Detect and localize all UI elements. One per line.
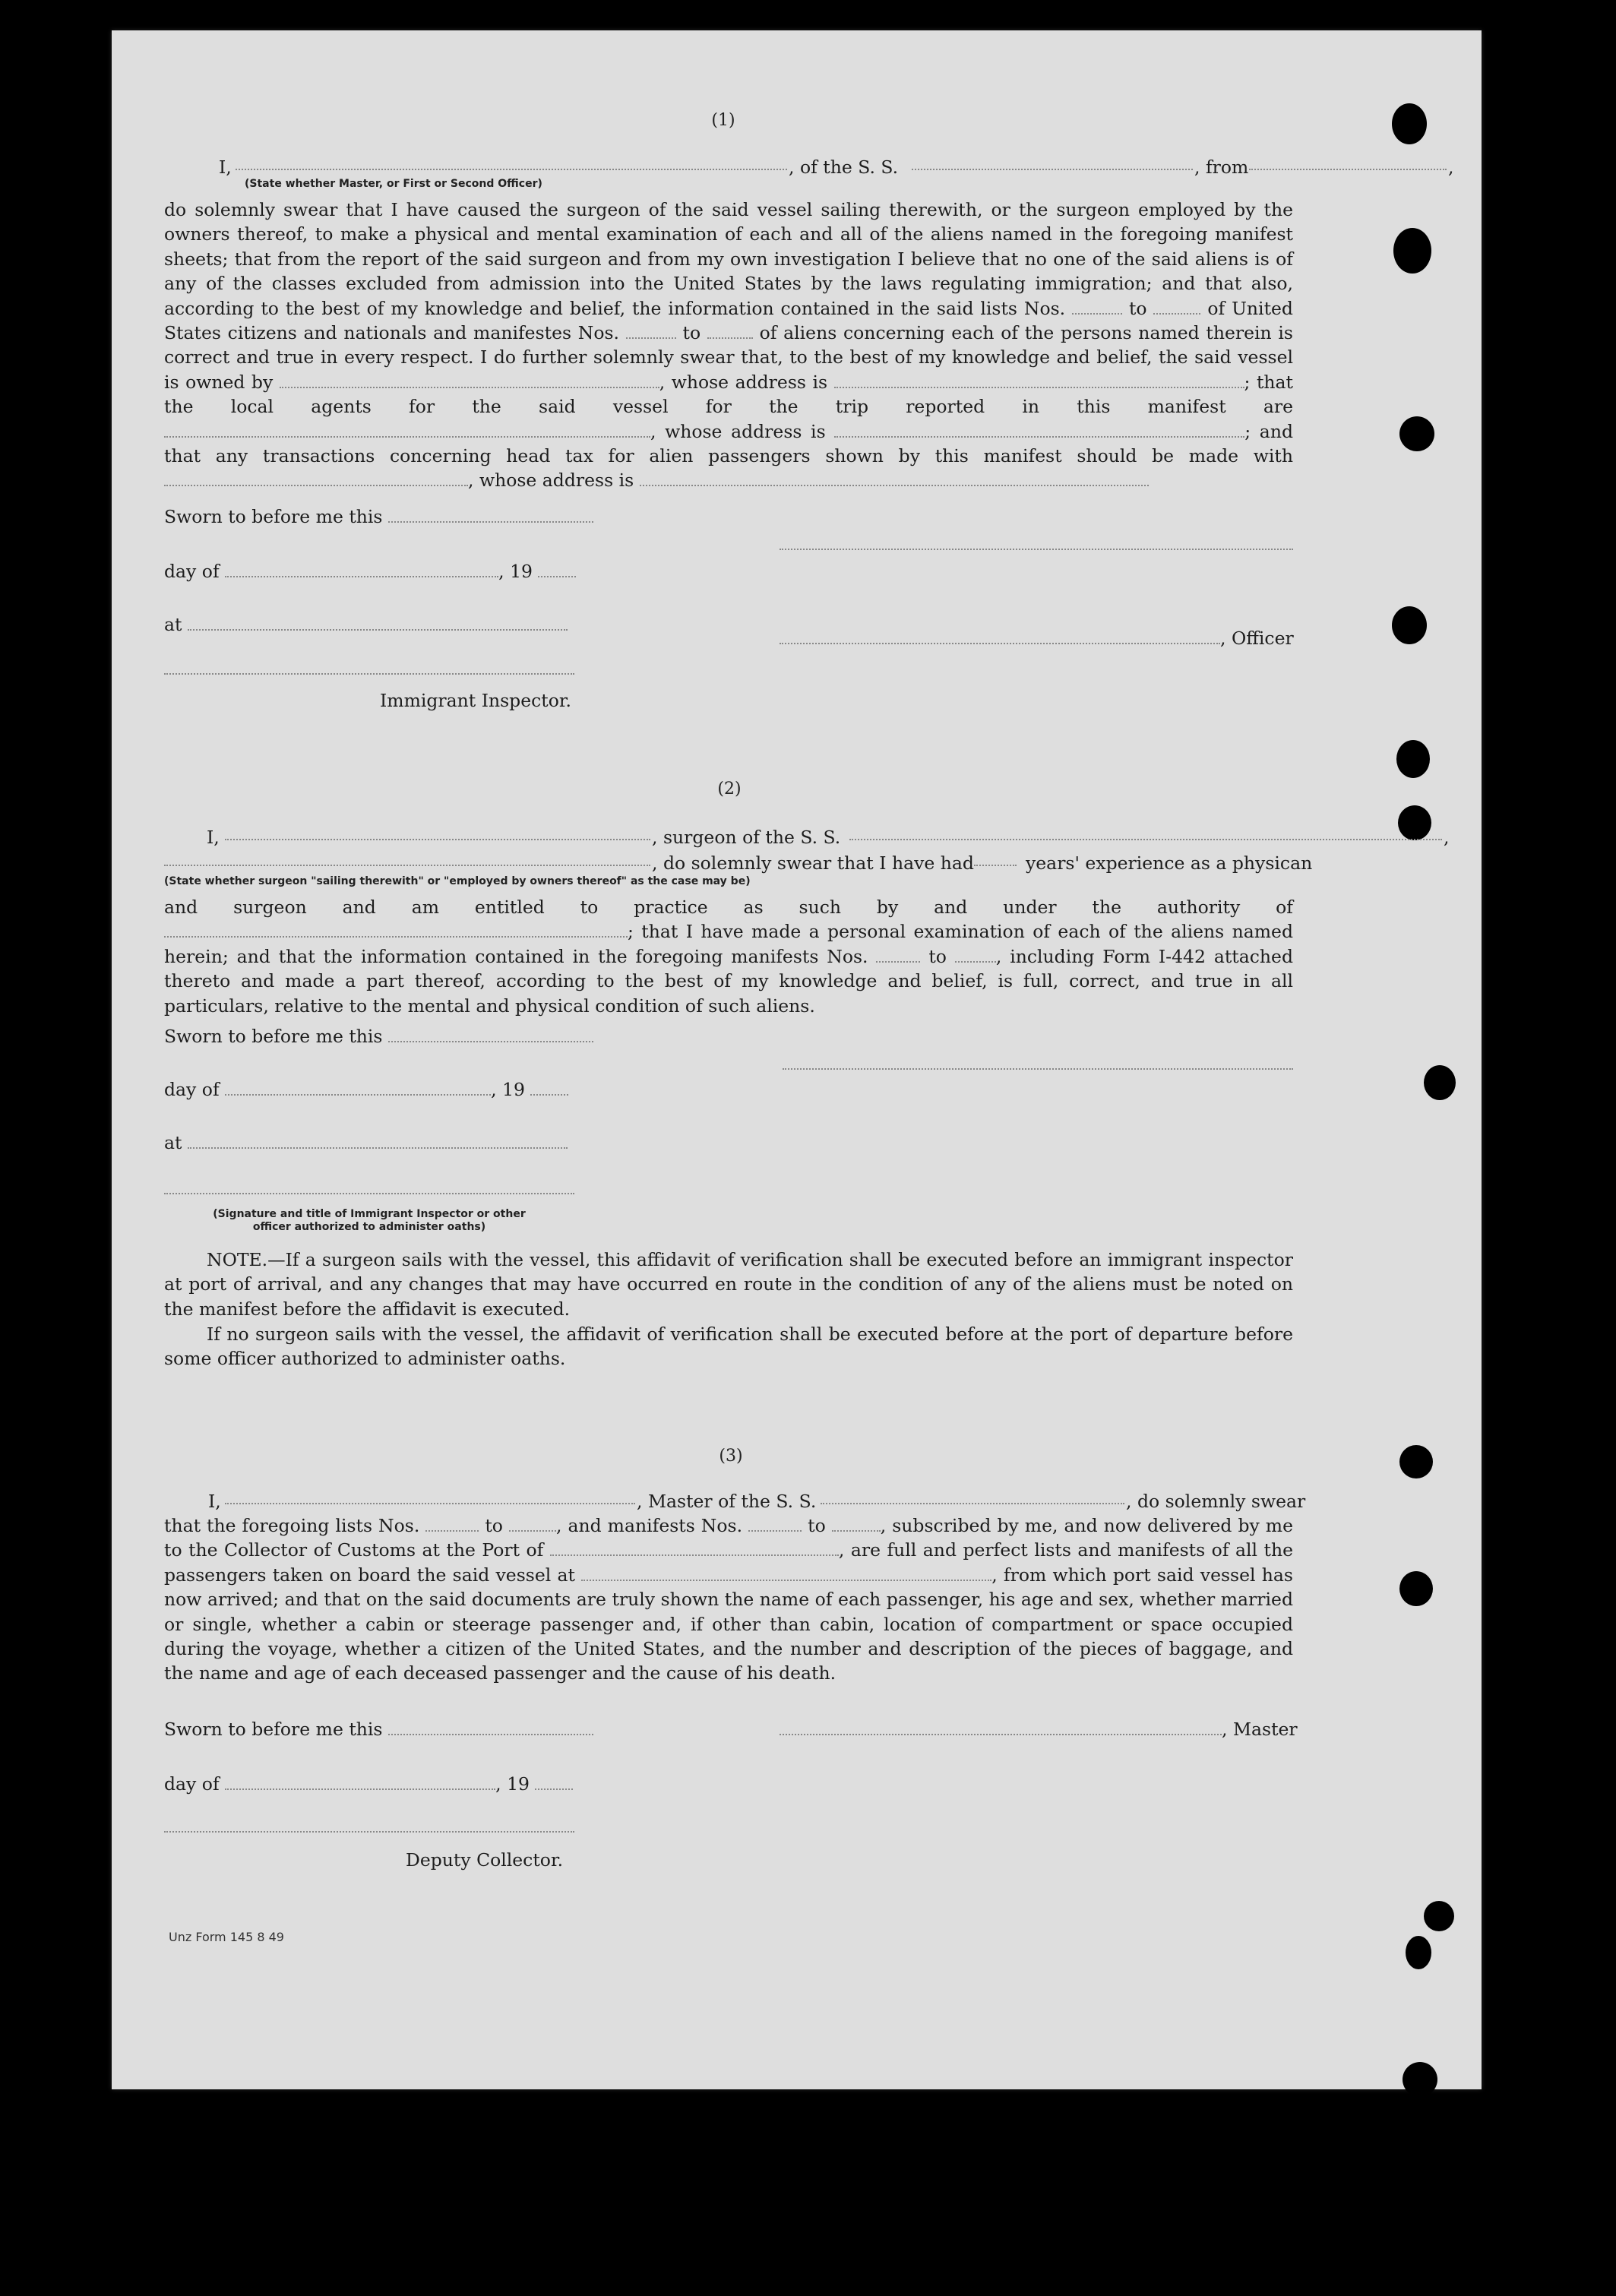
list-to-field[interactable] bbox=[509, 1530, 556, 1532]
year-prefix: , 19 bbox=[491, 1079, 525, 1100]
binder-hole bbox=[1398, 805, 1431, 840]
officer-signature-field[interactable] bbox=[780, 549, 1293, 550]
surgeon-signature-field[interactable] bbox=[783, 1068, 1293, 1070]
vessel-name-field[interactable] bbox=[821, 1503, 1124, 1504]
of-ss-label: , of the S. S. bbox=[789, 157, 899, 178]
from-label: , from bbox=[1194, 157, 1249, 178]
citizen-list-from-field[interactable] bbox=[1072, 313, 1122, 315]
binder-hole bbox=[1392, 606, 1427, 644]
head-tax-contact-field[interactable] bbox=[164, 485, 468, 486]
from-port-field[interactable] bbox=[1249, 169, 1447, 170]
day-of-label: day of bbox=[164, 561, 220, 582]
inspector-signature-field[interactable] bbox=[164, 673, 574, 675]
body-text: , whose address is bbox=[659, 371, 828, 393]
alien-manifest-from-field[interactable] bbox=[626, 337, 676, 339]
location-field[interactable] bbox=[188, 1147, 568, 1149]
owner-field[interactable] bbox=[280, 387, 659, 388]
officer-name-field[interactable] bbox=[780, 643, 1220, 644]
year-prefix: , 19 bbox=[495, 1773, 530, 1795]
caption-line: (Signature and title of Immigrant Inspector or other bbox=[213, 1208, 526, 1220]
surgeon-status-caption: (State whether surgeon "sailing therewith" or "employed by owners thereof" as the case may be) bbox=[164, 875, 751, 887]
authority-field[interactable] bbox=[164, 936, 628, 938]
agents-address-field[interactable] bbox=[834, 436, 1244, 438]
signature-caption bbox=[179, 1208, 559, 1234]
i-label: I, bbox=[207, 827, 220, 848]
year-field[interactable] bbox=[535, 1788, 573, 1790]
year-field[interactable] bbox=[530, 1094, 568, 1096]
master-line bbox=[780, 1719, 1298, 1740]
at-line-1 bbox=[164, 614, 568, 635]
master-label: , Master bbox=[1222, 1719, 1298, 1740]
body-text: to bbox=[1128, 297, 1147, 319]
citizen-list-to-field[interactable] bbox=[1153, 313, 1200, 315]
body-text: of United States citizens and nationals and manifestes Nos. bbox=[164, 297, 1293, 344]
binder-hole bbox=[1406, 1936, 1431, 1969]
day-of-line-3 bbox=[164, 1773, 573, 1795]
sworn-label: Sworn to before me this bbox=[164, 1026, 383, 1047]
day-of-label: day of bbox=[164, 1773, 220, 1795]
section-2-number: (2) bbox=[717, 780, 742, 799]
body-text: to bbox=[928, 945, 947, 967]
body-text: to bbox=[485, 1515, 503, 1536]
years-experience-field[interactable] bbox=[974, 865, 1017, 866]
body-text: ; that the local agents for the said vessel for the trip reported in this manifest are bbox=[164, 371, 1293, 418]
body-text: to bbox=[808, 1515, 826, 1536]
local-agents-field[interactable] bbox=[164, 436, 650, 438]
sworn-line-2 bbox=[164, 1026, 593, 1047]
month-field[interactable] bbox=[225, 1788, 495, 1790]
binder-hole bbox=[1424, 1065, 1456, 1100]
day-of-line-2 bbox=[164, 1079, 568, 1100]
section-1-body: do solemnly swear that I have caused the surgeon of the said vessel sailing therewith, or the surgeon employed by the owners thereof, to make a physical and mental examination of each and all of the aliens named in the foregoing manifest sheets; that from the report of the said surgeon and from my own investigation I believe that no one of the said aliens is of any of the classes excluded from admission into the United States by the laws regulating immigration; and that also, according to the best of my knowledge and belief, the information contained in the said lists Nos. to of United States citizens and nationals and manifestes Nos. to of aliens concerning each of the persons named therein is correct and true in every respect. I do further solemnly swear that, to the best of my knowledge and belief, the said vessel is owned by , whose address is ; that the local agents for the said vessel for the trip reported in this manifest are , whose address is ; and that any transactions concerning head tax for alien passengers shown by this manifest should be made with , whose address is bbox=[164, 199, 1293, 492]
body-text: that the foregoing lists Nos. bbox=[164, 1515, 420, 1536]
surgeon-of-label: , surgeon of the S. S. bbox=[652, 827, 841, 848]
body-text: of aliens concerning each of the persons named therein is correct and true in every respect. I do further solemnly swear that, to the best of my knowledge and belief, the said vessel is owned by bbox=[164, 322, 1293, 393]
at-line-2 bbox=[164, 1132, 568, 1153]
body-text: , are full and perfect lists and manifests of all the passengers taken on board the said vessel at bbox=[164, 1539, 1293, 1586]
departure-port-field[interactable] bbox=[581, 1580, 991, 1581]
surgeon-status-field[interactable] bbox=[164, 865, 650, 866]
officer-rank-caption: (State whether Master, or First or Second Officer) bbox=[245, 178, 542, 190]
deputy-collector-label: Deputy Collector. bbox=[406, 1849, 564, 1871]
binder-hole bbox=[1396, 740, 1430, 778]
month-field[interactable] bbox=[225, 1094, 491, 1096]
officer-rank-field[interactable] bbox=[236, 169, 787, 170]
body-text: , from which port said vessel has now arrived; and that on the said documents are truly shown the name of each passenger, his age and sex, whether married or single, whether a cabin or steerage passenger and, if other than cabin, location of compartment or space occupied during the voyage, whether a citizen of the United States, and the number and description of the pieces of baggage, and the name and age of each deceased passenger and the cause of his death. bbox=[164, 1564, 1293, 1684]
binder-hole bbox=[1399, 1571, 1433, 1606]
body-text: whose address is bbox=[479, 470, 634, 492]
sworn-line-1 bbox=[164, 506, 593, 527]
body-text: , subscribed by me, and now delivered by me to the Collector of Customs at the Port of bbox=[164, 1515, 1293, 1561]
note-paragraph-2 bbox=[164, 1322, 1293, 1371]
port-field[interactable] bbox=[550, 1554, 839, 1556]
sworn-day-field[interactable] bbox=[388, 1041, 593, 1042]
swear-label: , do solemnly swear that I have had bbox=[652, 852, 974, 874]
deputy-signature-field[interactable] bbox=[164, 1831, 574, 1833]
year-field[interactable] bbox=[538, 576, 576, 577]
alien-manifest-to-field[interactable] bbox=[707, 337, 753, 339]
note-text: If no surgeon sails with the vessel, the affidavit of verification shall be executed before at the port of departure before some officer authorized to administer oaths. bbox=[164, 1324, 1293, 1370]
i-label: I, bbox=[208, 1491, 221, 1512]
list-from-field[interactable] bbox=[425, 1530, 479, 1532]
binder-hole bbox=[1399, 416, 1434, 451]
page-tab bbox=[697, 52, 826, 62]
form-code: Unz Form 145 8 49 bbox=[169, 1930, 284, 1944]
officer-label: , Officer bbox=[1220, 628, 1294, 649]
experience-label: years' experience as a physican bbox=[1026, 852, 1313, 874]
location-field[interactable] bbox=[188, 629, 568, 631]
binder-hole bbox=[1393, 228, 1431, 274]
body-text: , and manifests Nos. bbox=[555, 1515, 743, 1536]
year-prefix: , 19 bbox=[498, 561, 533, 582]
vessel-name-field[interactable] bbox=[912, 169, 1193, 170]
body-text: to bbox=[682, 322, 701, 344]
at-label: at bbox=[164, 614, 182, 635]
comma: , bbox=[1444, 827, 1450, 848]
master-of-label: , Master of the S. S. bbox=[637, 1491, 817, 1512]
binder-hole bbox=[1392, 103, 1427, 144]
binder-hole bbox=[1399, 1445, 1433, 1478]
body-text: ; and that any transactions concerning head tax for alien passengers shown by this manifest should be made with bbox=[164, 420, 1293, 467]
vessel-name-field[interactable] bbox=[849, 839, 1442, 840]
sworn-label: Sworn to before me this bbox=[164, 506, 383, 527]
manifest-from-field[interactable] bbox=[748, 1530, 802, 1532]
body-text: , whose address is bbox=[650, 420, 826, 442]
i-label: I, bbox=[219, 157, 232, 178]
section-3-number: (3) bbox=[719, 1447, 743, 1466]
body-text: that I have made a personal examination of each of the aliens named herein; and that the information contained in the foregoing manifests Nos. bbox=[164, 921, 1293, 967]
sworn-day-field[interactable] bbox=[388, 521, 593, 523]
day-of-line-1 bbox=[164, 561, 576, 582]
body-text: and surgeon and am entitled to practice as such by and under the authority of bbox=[164, 897, 1293, 918]
note-text: NOTE.—If a surgeon sails with the vessel, this affidavit of verification shall be executed before an immigrant inspector at port of arrival, and any changes that may have occurred en route in the condition of any of the aliens must be noted on the manifest before the affidavit is executed. bbox=[164, 1249, 1293, 1320]
owner-address-field[interactable] bbox=[834, 387, 1244, 388]
body-text: do solemnly swear that I have caused the surgeon of the said vessel sailing therewith, or the surgeon employed by the owners thereof, to make a physical and mental examination of each and all of the aliens named in the foregoing manifest sheets; that from the report of the said surgeon and from my own investigation I believe that no one of the said aliens is of any of the classes excluded from admission into the United States by the laws regulating immigration; and that also, according to the best of my knowledge and belief, the information contained in the said lists Nos. bbox=[164, 199, 1293, 319]
immigrant-inspector-label: Immigrant Inspector. bbox=[380, 690, 572, 711]
master-name-field[interactable] bbox=[225, 1503, 635, 1504]
caption-line: officer authorized to administer oaths) bbox=[252, 1221, 486, 1233]
at-label: at bbox=[164, 1132, 182, 1153]
note-paragraph-1 bbox=[164, 1248, 1293, 1321]
master-signature-field[interactable] bbox=[780, 1734, 1222, 1735]
section-1-number: (1) bbox=[711, 111, 735, 130]
binder-hole bbox=[1424, 1901, 1454, 1931]
swear-label: , do solemnly swear bbox=[1126, 1491, 1306, 1512]
officer-line bbox=[780, 628, 1294, 649]
section-2-body: and surgeon and am entitled to practice as such by and under the authority of ; that I have made a personal examination of each of the aliens named herein; and that the information contained in the foregoing manifests Nos. to , including Form I-442 attached thereto and made a part thereof, according to the best of my knowledge and belief, is full, correct, and true in all particulars, relative to the mental and physical condition of such aliens. bbox=[164, 897, 1294, 1017]
sworn-label: Sworn to before me this bbox=[164, 1719, 383, 1740]
comma: , bbox=[1448, 157, 1454, 178]
body-text: , including Form I-442 attached thereto and made a part thereof, according to the best of my knowledge and belief, is full, correct, and true in all particulars, relative to the mental and physical condition of such aliens. bbox=[164, 945, 1294, 1017]
month-field[interactable] bbox=[225, 576, 498, 577]
sworn-day-field[interactable] bbox=[388, 1734, 593, 1735]
sworn-line-3 bbox=[164, 1719, 593, 1740]
day-of-label: day of bbox=[164, 1079, 220, 1100]
section-3-body bbox=[164, 1513, 1293, 1686]
inspector-signature-field[interactable] bbox=[164, 1193, 574, 1194]
manifest-to-field[interactable] bbox=[832, 1530, 881, 1532]
binder-hole bbox=[1403, 2062, 1437, 2097]
manifest-to-field[interactable] bbox=[955, 961, 996, 963]
surgeon-name-field[interactable] bbox=[225, 839, 650, 840]
head-tax-address-field[interactable] bbox=[640, 485, 1149, 486]
manifest-from-field[interactable] bbox=[876, 961, 920, 963]
